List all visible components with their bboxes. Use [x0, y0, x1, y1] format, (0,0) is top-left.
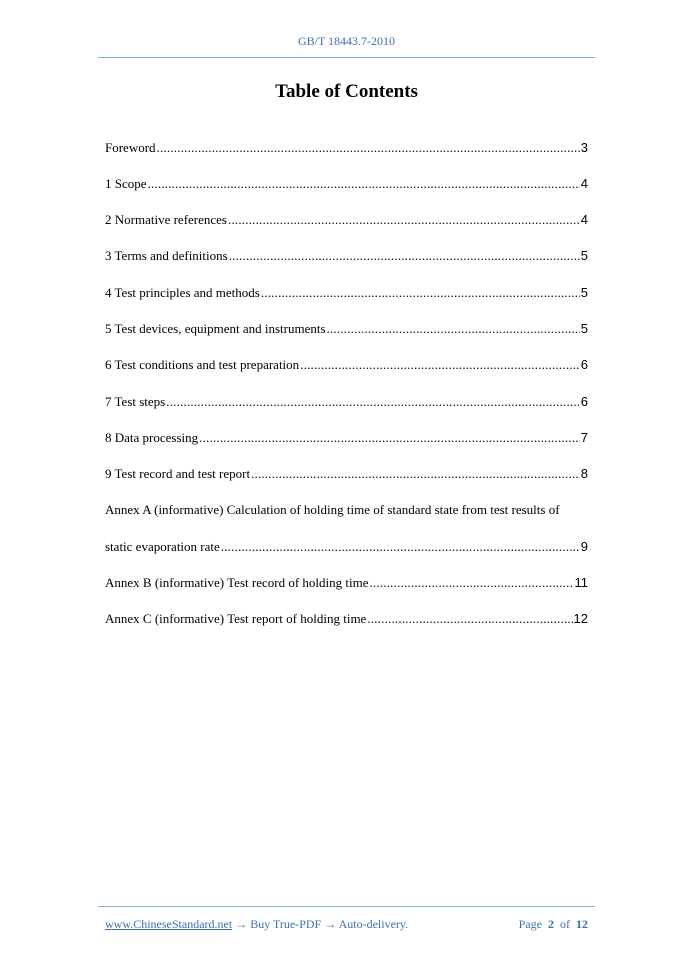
toc-leader-dots [228, 211, 580, 229]
toc-entry-page: 5 [580, 321, 588, 336]
toc-leader-dots [369, 574, 573, 592]
page-label: Page [518, 917, 542, 931]
header-divider [98, 57, 595, 58]
toc-leader-dots [229, 247, 580, 265]
site-link[interactable]: www.ChineseStandard.net [105, 917, 233, 931]
toc-entry-scope[interactable] [105, 175, 588, 193]
toc-leader-dots [157, 139, 580, 157]
toc-entry-page: 11 [574, 575, 588, 590]
toc-entry-title: 2 Normative references [105, 212, 227, 227]
toc-entry-title: Annex C (informative) Test report of holding time [105, 611, 367, 626]
page-footer [105, 917, 588, 932]
toc-leader-dots [251, 465, 580, 483]
toc-entry-annex-b[interactable] [105, 574, 588, 592]
total-pages: 12 [576, 917, 588, 931]
page-title: Table of Contents [275, 81, 418, 102]
toc-leader-dots [221, 538, 580, 556]
toc-entry-title: 9 Test record and test report [105, 466, 251, 481]
toc-entry-page: 7 [580, 430, 588, 445]
toc-leader-dots [367, 610, 572, 628]
toc-entry-title: 6 Test conditions and test preparation [105, 357, 300, 372]
toc-entry-page: 4 [580, 176, 588, 191]
toc-entry-foreword[interactable] [105, 139, 588, 157]
toc-entry-title: 8 Data processing [105, 430, 199, 445]
toc-entry-normative-references[interactable] [105, 211, 588, 229]
toc-entry-title: Annex A (informative) Calculation of holding time of standard state from test results of [105, 502, 560, 517]
toc-entry-title: static evaporation rate [105, 539, 220, 554]
toc-entry-page: 8 [580, 466, 588, 481]
toc-entry-title: 4 Test principles and methods [105, 285, 260, 300]
buy-pdf-link[interactable]: Buy True-PDF [250, 917, 322, 931]
toc-entry-page: 6 [580, 394, 588, 409]
toc-entry-terms[interactable] [105, 247, 588, 265]
arrow-icon: → [321, 917, 339, 931]
toc-entry-page: 3 [580, 140, 588, 155]
footer-divider [98, 906, 595, 907]
toc-entry-page: 5 [580, 285, 588, 300]
toc-entry-test-record[interactable] [105, 465, 588, 483]
arrow-icon: → [232, 917, 251, 931]
toc-leader-dots [327, 320, 580, 338]
toc-entry-title: 7 Test steps [105, 394, 166, 409]
toc-entry-page: 6 [580, 357, 588, 372]
toc-entry-page: 12 [573, 611, 588, 626]
toc-entry-page: 5 [580, 248, 588, 263]
toc-entry-test-devices[interactable] [105, 320, 588, 338]
toc-leader-dots [166, 393, 580, 411]
current-page: 2 [548, 917, 554, 931]
toc-entry-annex-a-line2[interactable] [105, 538, 588, 556]
toc-leader-dots [300, 356, 580, 374]
toc-entry-page: 4 [580, 212, 588, 227]
page-number [519, 917, 588, 932]
toc-entry-test-steps[interactable] [105, 393, 588, 411]
toc-leader-dots [199, 429, 580, 447]
toc-entry-title: 1 Scope [105, 176, 147, 191]
page-of-label: of [560, 917, 570, 931]
toc-entry-annex-c[interactable] [105, 610, 588, 628]
toc-entry-title: Annex B (informative) Test record of holding time [105, 575, 369, 590]
toc-entry-test-principles[interactable] [105, 284, 588, 302]
toc-entry-test-conditions[interactable] [105, 356, 588, 374]
toc-entry-page: 9 [580, 539, 588, 554]
toc-entry-annex-a-line1[interactable] [105, 501, 588, 519]
toc-entry-title: 3 Terms and definitions [105, 248, 228, 263]
toc-leader-dots [261, 284, 580, 302]
toc-leader-dots [148, 175, 580, 193]
toc-entry-title: 5 Test devices, equipment and instruments [105, 321, 326, 336]
toc-entry-data-processing[interactable] [105, 429, 588, 447]
document-code-header: GB/T 18443.7-2010 [297, 34, 396, 48]
delivery-text: Auto-delivery. [338, 917, 409, 931]
toc-entry-title: Foreword [105, 140, 156, 155]
footer-links [105, 917, 408, 932]
